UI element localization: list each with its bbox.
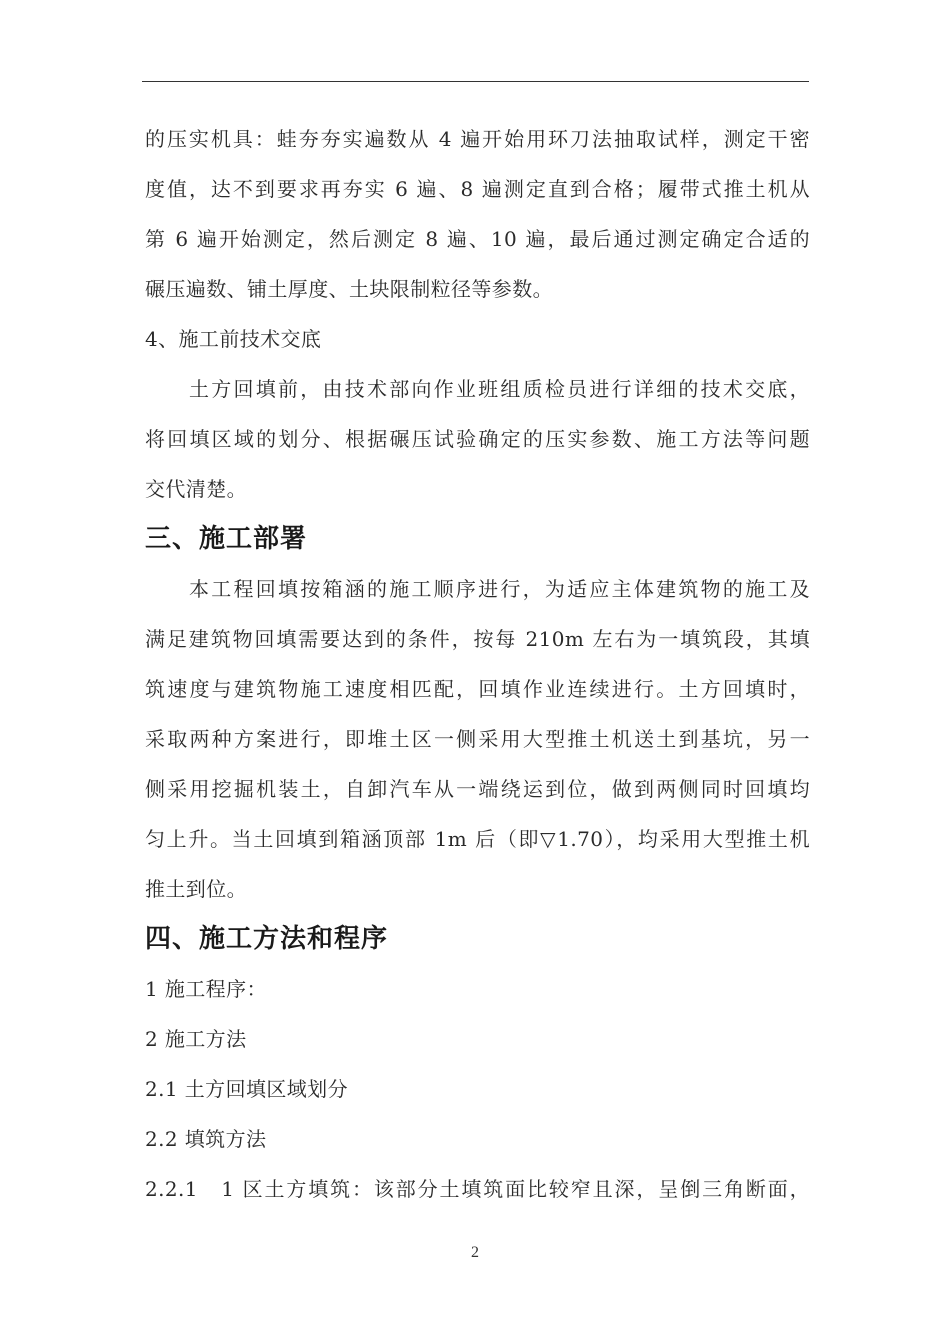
page-number: 2 <box>471 1244 479 1261</box>
list-item: 1 施工程序： <box>145 977 267 1001</box>
document-body <box>145 114 810 1214</box>
paragraph-line: 将回填区域的划分、根据碾压试验确定的压实参数、施工方法等问题 <box>145 427 810 451</box>
header-rule <box>142 81 809 82</box>
paragraph-line: 满足建筑物回填需要达到的条件，按每 210m 左右为一填筑段，其填 <box>145 627 810 651</box>
section-heading: 三、施工部署 <box>145 524 308 554</box>
paragraph-line: 侧采用挖掘机装土，自卸汽车从一端绕运到位，做到两侧同时回填均 <box>145 777 810 801</box>
paragraph-line: 度值，达不到要求再夯实 6 遍、8 遍测定直到合格；履带式推土机从 <box>145 177 810 201</box>
list-item: 2.1 土方回填区域划分 <box>145 1077 348 1101</box>
paragraph-line: 匀上升。当土回填到箱涵顶部 1m 后（即▽1.70），均采用大型推土机 <box>145 827 810 851</box>
list-item: 2.2 填筑方法 <box>145 1127 267 1151</box>
section-heading: 四、施工方法和程序 <box>145 924 389 954</box>
paragraph-line: 交代清楚。 <box>145 477 247 501</box>
paragraph-line: 碾压遍数、铺土厚度、土块限制粒径等参数。 <box>145 277 553 301</box>
paragraph-line: 的压实机具：蛙夯夯实遍数从 4 遍开始用环刀法抽取试样，测定干密 <box>145 127 810 151</box>
paragraph-line: 筑速度与建筑物施工速度相匹配，回填作业连续进行。土方回填时， <box>145 677 810 701</box>
item-title: 4、施工前技术交底 <box>145 327 322 351</box>
paragraph-line: 本工程回填按箱涵的施工顺序进行，为适应主体建筑物的施工及 <box>189 577 810 601</box>
paragraph-line: 推土到位。 <box>145 877 247 901</box>
list-item: 2 施工方法 <box>145 1027 247 1051</box>
paragraph-line: 第 6 遍开始测定，然后测定 8 遍、10 遍，最后通过测定确定合适的 <box>145 227 810 251</box>
paragraph-line: 土方回填前，由技术部向作业班组质检员进行详细的技术交底， <box>189 377 810 401</box>
list-item: 2.2.1 1 区土方填筑：该部分土填筑面比较窄且深，呈倒三角断面， <box>145 1177 810 1201</box>
paragraph-line: 采取两种方案进行，即堆土区一侧采用大型推土机送土到基坑，另一 <box>145 727 810 751</box>
